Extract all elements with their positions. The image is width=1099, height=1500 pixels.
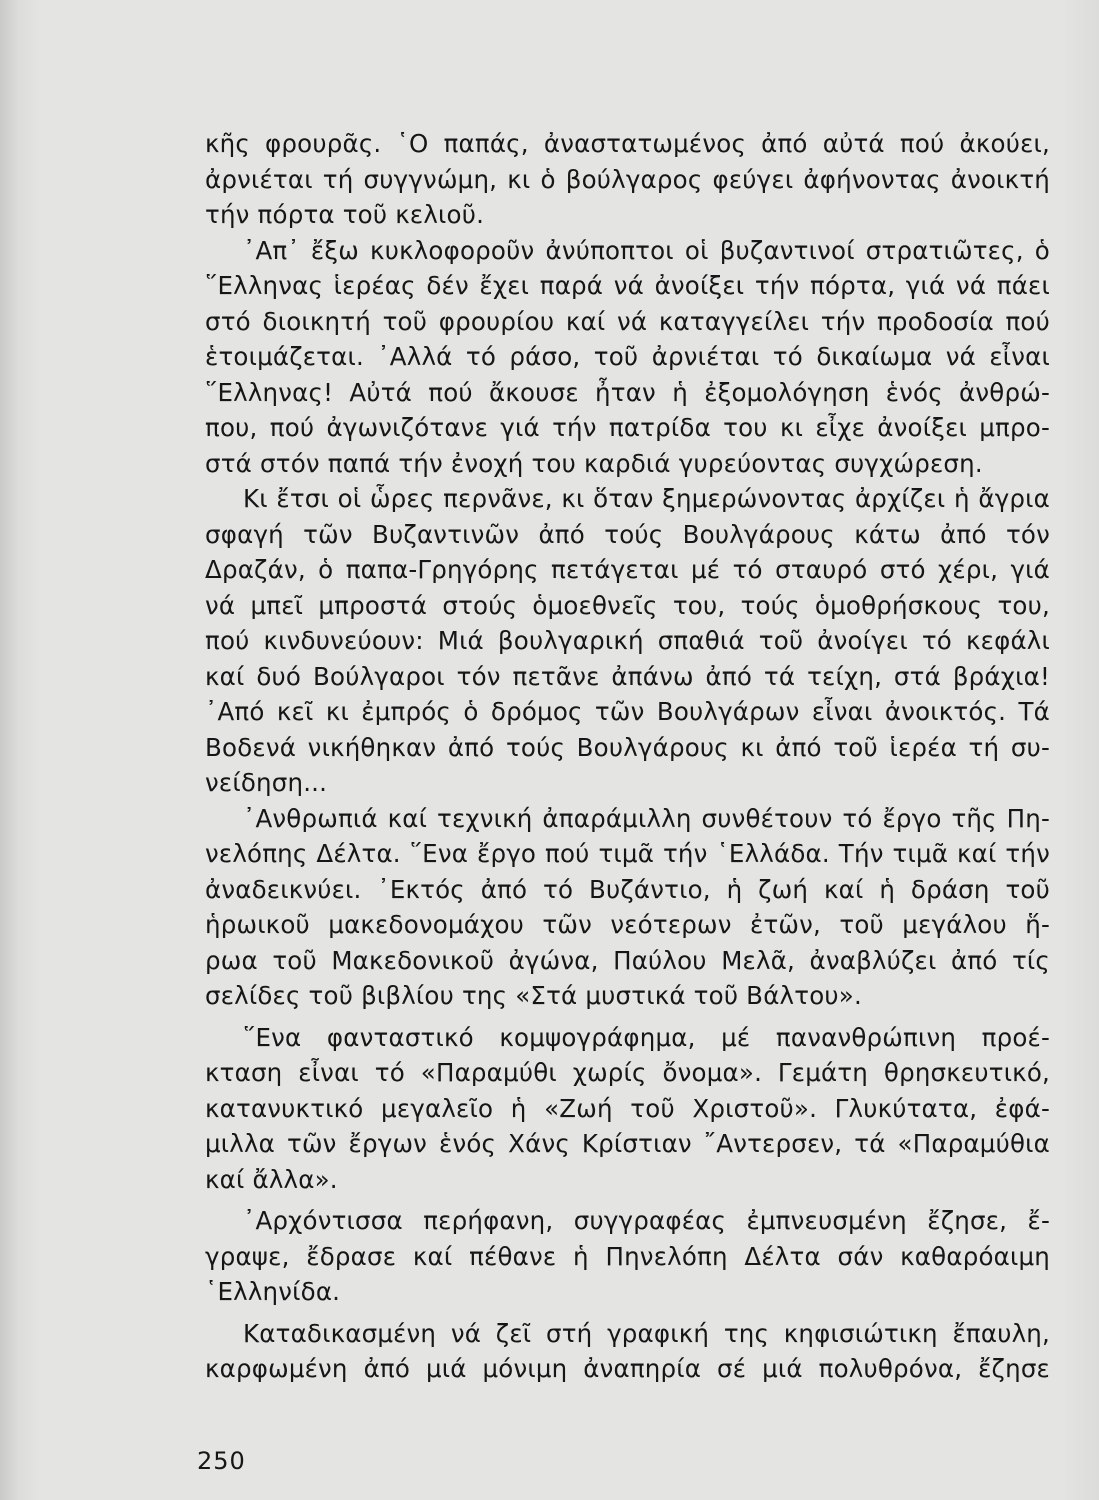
text-line: ἀρνιέται τή συγγνώμη, κι ὁ βούλγαρος φεύγει ἀφήνοντας ἀνοικτή — [205, 164, 1050, 194]
text-line: ρωα τοῦ Μακεδονικοῦ ἀγώνα, Παύλου Μελᾶ, ἀναβλύζει ἀπό τίς — [205, 945, 1050, 975]
text-line: ῞Ελληνας ἱερέας δέν ἔχει παρά νά ἀνοίξει τήν πόρτα, γιά νά πάει — [205, 271, 1050, 300]
text-line: κταση εἶναι τό «Παραμύθι χωρίς ὄνομα». Γεμάτη θρησκευτικό, — [205, 1058, 1050, 1087]
text-line: σφαγή τῶν Βυζαντινῶν ἀπό τούς Βουλγάρους κάτω ἀπό τόν — [205, 519, 1050, 549]
paragraph — [205, 1316, 1050, 1387]
text-line: γραψε, ἔδρασε καί πέθανε ἡ Πηνελόπη Δέλτα σάν καθαρόαιμη — [205, 1241, 1050, 1271]
text-line: ῾Ελληνίδα. — [205, 1277, 341, 1306]
paragraph — [205, 1203, 1050, 1310]
text-line: ᾿Απ᾿ ἔξω κυκλοφοροῦν ἀνύποπτοι οἱ βυζαντινοί στρατιῶτες, ὁ — [243, 235, 1050, 265]
text-line: ᾿Από κεῖ κι ἐμπρός ὁ δρόμος τῶν Βουλγάρων εἶναι ἀνοικτός. Τά — [205, 697, 1050, 726]
text-line: καρφωμένη ἀπό μιά μόνιμη ἀναπηρία σέ μιά πολυθρόνα, ἔζησε — [205, 1354, 1050, 1383]
text-line: ἑτοιμάζεται. ᾿Αλλά τό ράσο, τοῦ ἀρνιέται τό δικαίωμα νά εἶναι — [205, 342, 1050, 371]
text-line: νά μπεῖ μπροστά στούς ὁμοεθνεῖς του, τούς ὁμοθρήσκους του, — [205, 590, 1050, 620]
text-line: Δραζάν, ὁ παπα-Γρηγόρης πετάγεται μέ τό σταυρό στό χέρι, γιά — [205, 555, 1050, 584]
text-line: ῞Ενα φανταστικό κομψογράφημα, μέ πανανθρώπινη προέ- — [243, 1022, 1050, 1052]
page-number: 250 — [197, 1447, 246, 1475]
text-line: στά στόν παπά τήν ἐνοχή του καρδιά γυρεύοντας συγχώρεση. — [205, 448, 983, 478]
paragraph — [205, 233, 1050, 482]
text-line: τήν πόρτα τοῦ κελιοῦ. — [205, 200, 485, 229]
text-line: καί δυό Βούλγαροι τόν πετᾶνε ἀπάνω ἀπό τά τείχη, στά βράχια! — [205, 661, 1050, 691]
paragraph — [205, 801, 1050, 1014]
text-line: κατανυκτικό μεγαλεῖο ἡ «Ζωή τοῦ Χριστοῦ». Γλυκύτατα, ἐφά- — [205, 1093, 1050, 1123]
text-line: στό διοικητή τοῦ φρουρίου καί νά καταγγείλει τήν προδοσία πού — [205, 306, 1050, 336]
text-line: που, πού ἀγωνιζότανε γιά τήν πατρίδα του κι εἶχε ἀνοίξει μπρο- — [205, 413, 1050, 442]
text-line: νελόπης Δέλτα. ῞Ενα ἔργο πού τιμᾶ τήν ῾Ελλάδα. Τήν τιμᾶ καί τήν — [205, 839, 1050, 868]
paragraph — [205, 126, 1050, 233]
text-line: σελίδες τοῦ βιβλίου της «Στά μυστικά τοῦ Βάλτου». — [205, 981, 862, 1010]
text-line: Βοδενά νικήθηκαν ἀπό τούς Βουλγάρους κι ἀπό τοῦ ἱερέα τή συ- — [205, 732, 1050, 762]
text-line: ῞Ελληνας! Αὐτά πού ἄκουσε ἦταν ἡ ἐξομολόγηση ἑνός ἀνθρώ- — [205, 377, 1050, 407]
text-line: ἀναδεικνύει. ᾿Εκτός ἀπό τό Βυζάντιο, ἡ ζωή καί ἡ δράση τοῦ — [205, 874, 1050, 904]
paragraph — [205, 481, 1050, 801]
body-text — [205, 126, 1050, 1387]
text-line: νείδηση... — [205, 768, 328, 797]
text-line: μιλλα τῶν ἔργων ἑνός Χάνς Κρίστιαν ῎Αντερσεν, τά «Παραμύθια — [205, 1129, 1050, 1158]
text-line: Κι ἔτσι οἱ ὧρες περνᾶνε, κι ὅταν ξημερώνοντας ἀρχίζει ἡ ἄγρια — [243, 484, 1050, 513]
text-line: καί ἄλλα». — [205, 1164, 338, 1194]
text-line: Καταδικασμένη νά ζεῖ στή γραφική της κηφισιώτικη ἔπαυλη, — [243, 1318, 1050, 1348]
text-line: ᾿Αρχόντισσα περήφανη, συγγραφέας ἐμπνευσμένη ἔζησε, ἔ- — [243, 1206, 1050, 1235]
text-line: ᾿Ανθρωπιά καί τεχνική ἀπαράμιλλη συνθέτουν τό ἔργο τῆς Πη- — [243, 803, 1050, 833]
text-line: κῆς φρουρᾶς. ῾Ο παπάς, ἀναστατωμένος ἀπό αὐτά πού ἀκούει, — [205, 129, 1050, 158]
text-line: ἡρωικοῦ μακεδονομάχου τῶν νεότερων ἐτῶν, τοῦ μεγάλου ἥ- — [205, 910, 1050, 939]
paragraph — [205, 1020, 1050, 1198]
text-line: πού κινδυνεύουν: Μιά βουλγαρική σπαθιά τοῦ ἀνοίγει τό κεφάλι — [205, 626, 1050, 655]
